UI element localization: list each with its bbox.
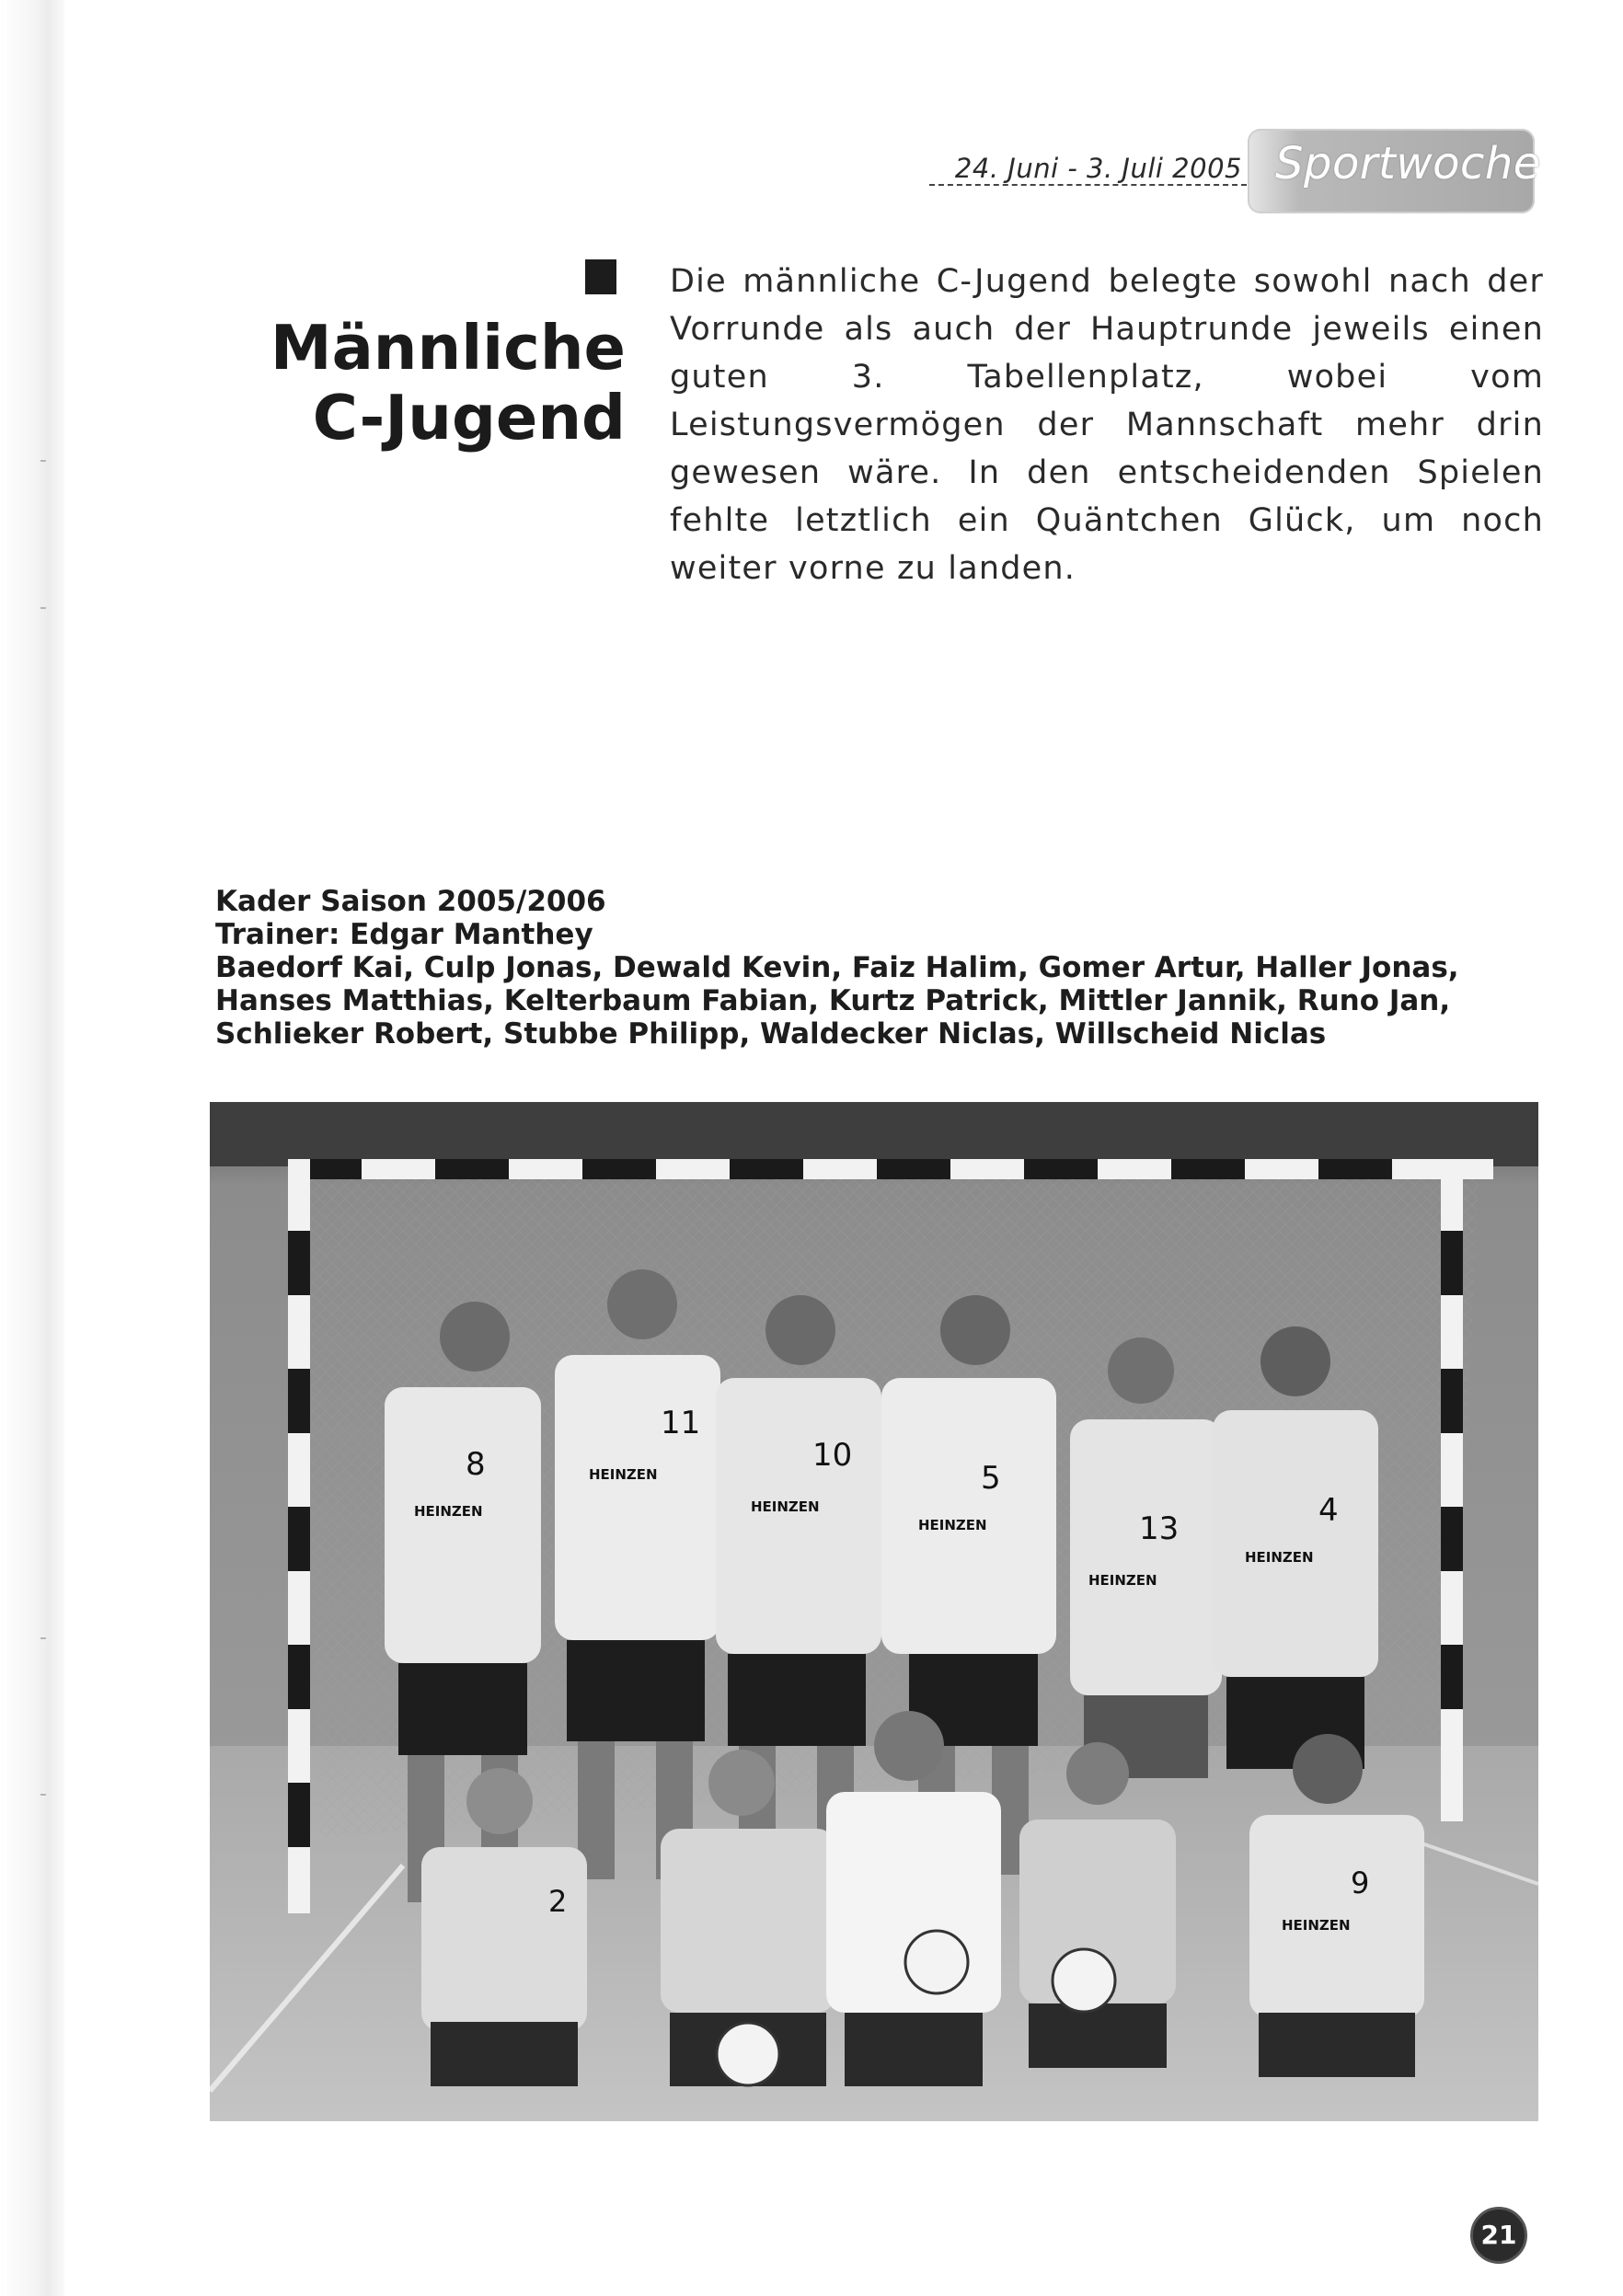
squad-players-line-1: Baedorf Kai, Culp Jonas, Dewald Kevin, Faiz Halim, Gomer Artur, Haller Jonas, [215,951,1459,984]
jersey-sponsor: HEINZEN [1088,1572,1157,1589]
jersey-number: 4 [1318,1492,1339,1529]
header-divider [929,184,1247,186]
team-photo [210,1102,1538,2121]
squad-players-line-3: Schlieker Robert, Stubbe Philipp, Waldecker Niclas, Willscheid Niclas [215,1017,1327,1050]
jersey-number: 8 [466,1446,486,1483]
squad-season: Kader Saison 2005/2006 [215,885,606,918]
jersey-sponsor: HEINZEN [414,1503,483,1520]
article-intro: Die männliche C-Jugend belegte sowohl nach der Vorrunde als auch der Hauptrunde jeweils einen guten 3. Tabellenplatz, wobei vom Leistungsvermögen der Mannschaft mehr drin gewesen wäre. In den entscheidenden Spielen fehlte letztlich ein Quäntchen Glück, um noch weiter vorne zu landen. [670,263,1544,587]
article-title [184,313,626,453]
article-title-line-2: C-Jugend [312,382,626,453]
jersey-sponsor: HEINZEN [589,1466,658,1483]
header-date-range: 24. Juni - 3. Juli 2005 [954,153,1242,184]
scan-mark [40,1794,46,1796]
section-badge [1248,129,1541,213]
jersey-sponsor: HEINZEN [1245,1549,1314,1566]
jersey-number: 13 [1139,1510,1180,1547]
scan-mark [40,1637,46,1639]
jersey-number: 9 [1351,1866,1370,1900]
squad-list [215,885,1459,1050]
jersey-number: 2 [548,1884,568,1919]
hall-ceiling-band [210,1102,1538,1166]
scan-mark [40,607,46,609]
goal-right-post [1441,1159,1463,1821]
jersey-number: 11 [661,1405,701,1441]
title-marker [585,259,616,294]
page-number: 21 [1470,2207,1527,2264]
section-badge-label: Sportwoche [1275,138,1541,189]
jersey-number: 5 [981,1460,1001,1497]
goal-left-post [288,1159,310,1913]
scan-mark [40,460,46,462]
jersey-sponsor: HEINZEN [751,1498,820,1515]
team-photo-illustration [210,1102,1538,2121]
article-title-line-1: Männliche [270,312,626,384]
jersey-number: 10 [812,1437,853,1474]
squad-trainer: Trainer: Edgar Manthey [215,918,593,951]
goal-crossbar [288,1159,1493,1179]
squad-players-line-2: Hanses Matthias, Kelterbaum Fabian, Kurtz Patrick, Mittler Jannik, Runo Jan, [215,984,1451,1017]
scan-edge [0,0,64,2296]
jersey-sponsor: HEINZEN [918,1517,987,1533]
jersey-sponsor: HEINZEN [1282,1917,1351,1934]
